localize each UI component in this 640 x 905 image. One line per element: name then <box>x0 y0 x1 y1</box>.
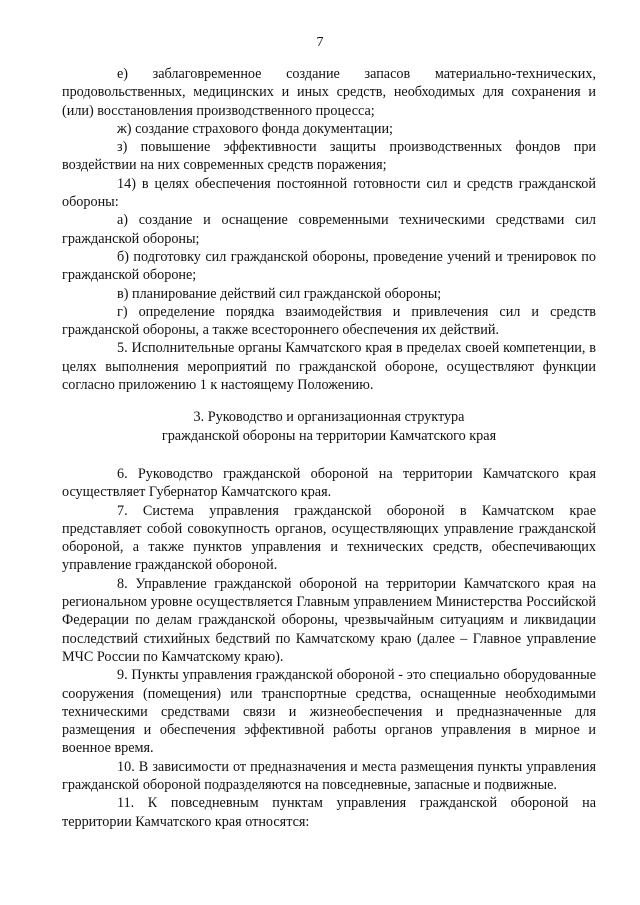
document-body <box>62 65 596 831</box>
paragraph-item-e: е) заблаговременное создание запасов материально-технических, продовольственных, медицинских и иных средств, необходимых для сохранения и (или) восстановления производственного процесса; <box>62 66 596 119</box>
section-heading <box>62 408 596 445</box>
paragraph-item-a: а) создание и оснащение современными техническими средствами сил гражданской обороны; <box>62 212 596 247</box>
paragraph-11: 11. К повседневным пунктам управления гражданской обороной на территории Камчатского края относятся: <box>62 795 596 830</box>
paragraph-6: 6. Руководство гражданской обороной на территории Камчатского края осуществляет Губернатор Камчатского края. <box>62 465 596 501</box>
paragraph-5: 5. Исполнительные органы Камчатского края в пределах своей компетенции, в целях выполнения мероприятий по гражданской обороне, осуществляют функции согласно приложению 1 к настоящему Положению. <box>62 340 596 394</box>
paragraph-item-v: в) планирование действий сил гражданской обороны; <box>117 285 442 302</box>
paragraph-14: 14) в целях обеспечения постоянной готовности сил и средств гражданской обороны: <box>62 175 596 211</box>
section-heading-line-2: гражданской обороны на территории Камчатского края <box>161 427 497 444</box>
page-number: 7 <box>316 35 324 50</box>
paragraph-item-z: з) повышение эффективности защиты производственных фондов при воздействии на них современных средств поражения; <box>62 139 596 174</box>
paragraph-9: 9. Пункты управления гражданской обороной - это специально оборудованные сооружения (помещения) или транспортные средства, оснащенные необходимыми техническими средствами связи и жизнеобеспечения и предназначенные для размещения и обеспечения эффективной работы органов управления в мирное и военное время. <box>62 667 596 757</box>
paragraph-item-zh: ж) создание страхового фонда документации; <box>117 120 393 137</box>
paragraph-7: 7. Система управления гражданской обороной в Камчатском крае представляет собой совокупность органов, осуществляющих управление гражданской обороной, а также пунктов управления и технических средств, обеспечивающих управление гражданской обороной. <box>62 502 596 574</box>
paragraph-8: 8. Управление гражданской обороной на территории Камчатского края на региональном уровне осуществляется Главным управлением Министерства Российской Федерации по делам гражданской обороны, чрезвычайным ситуациям и ликвидации последствий стихийных бедствий по Камчатскому краю (далее – Главное управление МЧС России по Камчатскому краю). <box>62 575 596 665</box>
section-heading-line-1: 3. Руководство и организационная структура <box>193 409 465 426</box>
paragraph-item-g: г) определение порядка взаимодействия и привлечения сил и средств гражданской обороны, а также всестороннего обеспечения их действий. <box>62 303 596 339</box>
paragraph-10: 10. В зависимости от предназначения и места размещения пункты управления гражданской обороной подразделяются на повседневные, запасные и подвижные. <box>62 758 596 793</box>
paragraph-item-b: б) подготовку сил гражданской обороны, проведение учений и тренировок по гражданской обороне; <box>62 248 596 284</box>
